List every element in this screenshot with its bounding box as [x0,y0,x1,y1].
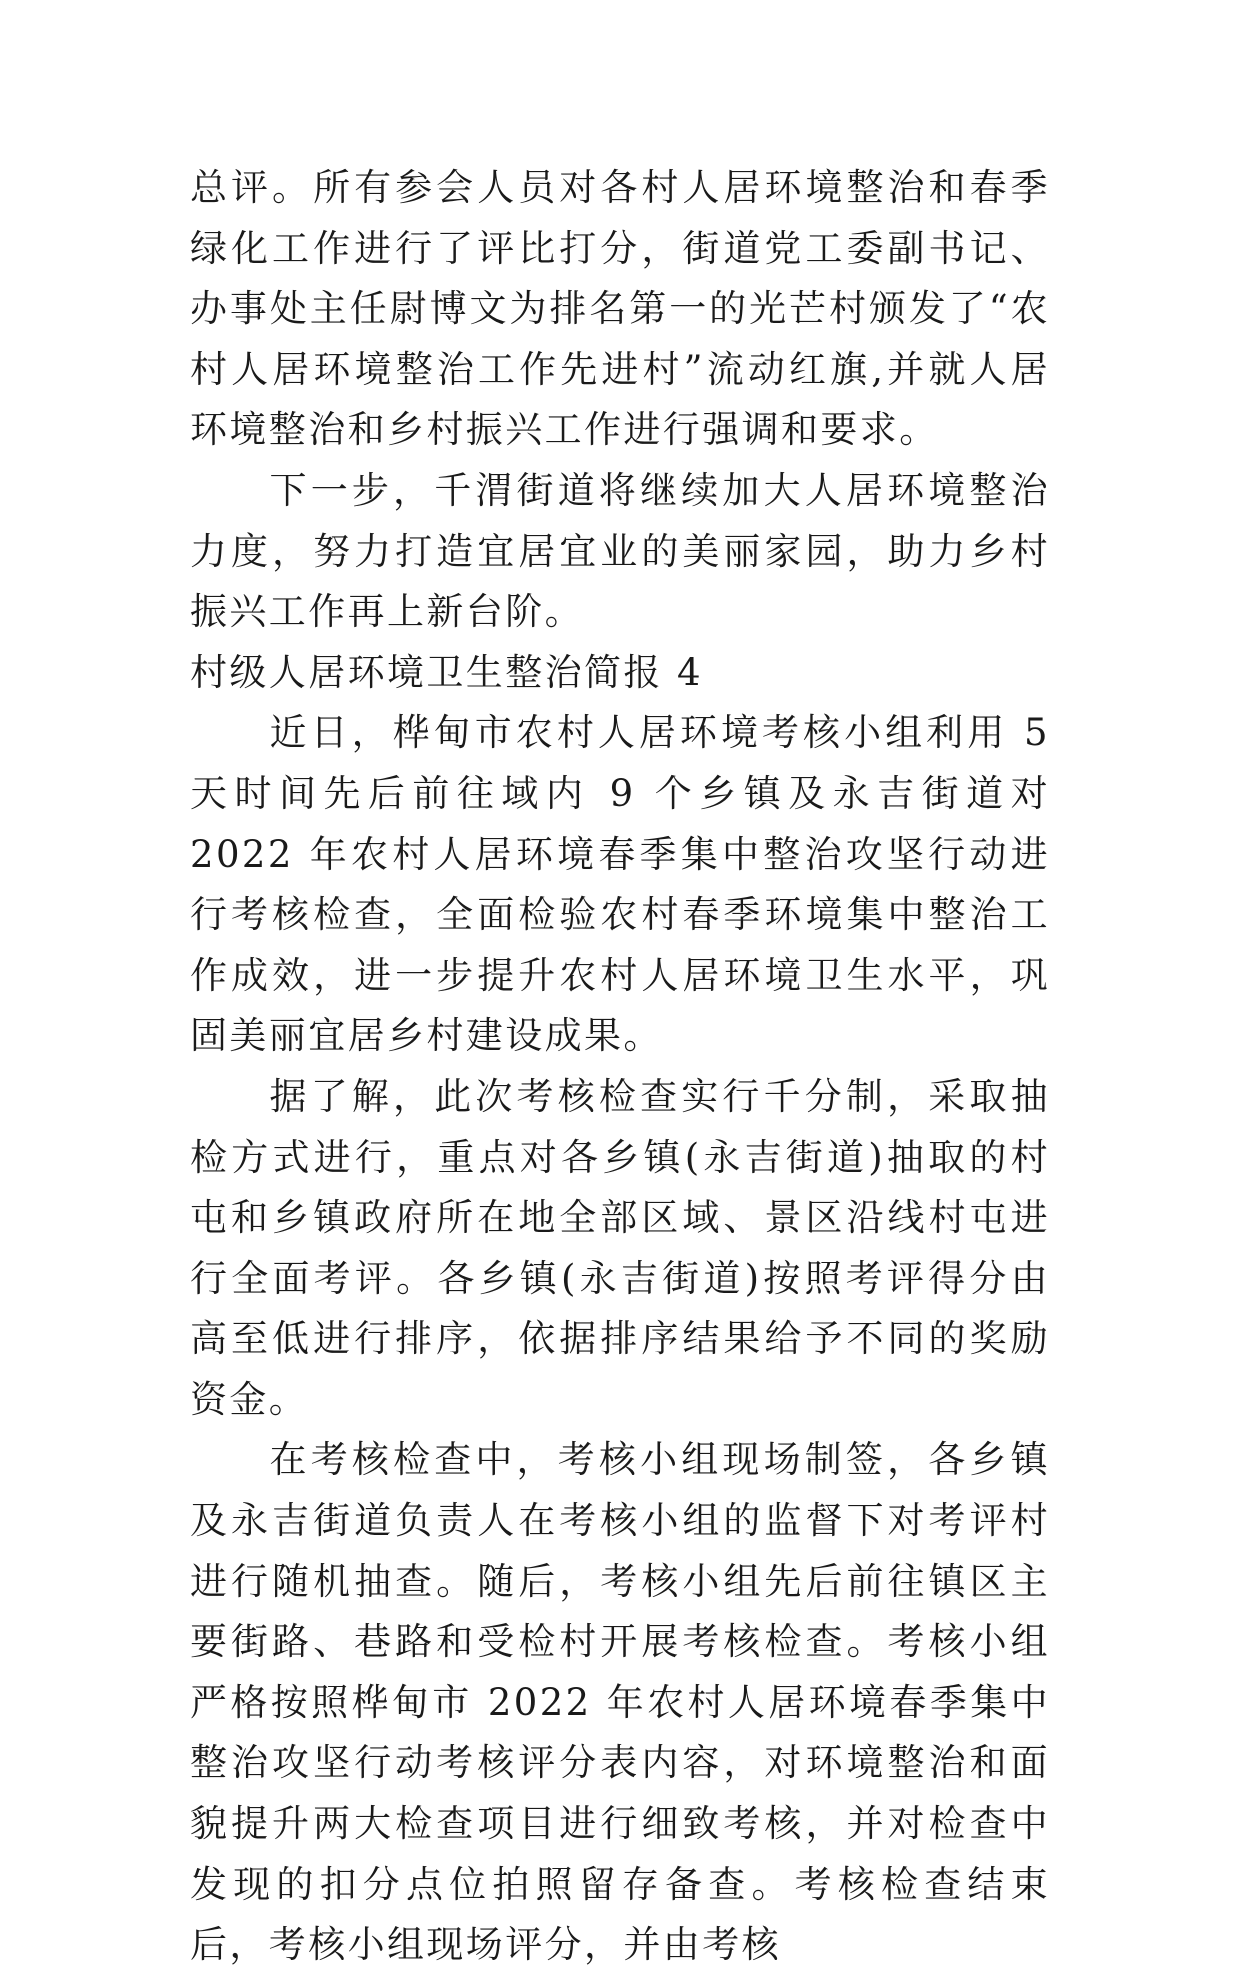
document-page [190,158,1050,1976]
section-heading: 村级人居环境卫生整治简报 4 [190,650,703,694]
paragraph-3: 近日，桦甸市农村人居环境考核小组利用 5 天时间先后前往域内 9 个乡镇及永吉街道对 2022 年农村人居环境春季集中整治攻坚行动进行考核检查，全面检验农村春季环境集中整治工作成效，进一步提升农村人居环境卫生水平，巩固美丽宜居乡村建设成果。 [190,711,1050,1058]
paragraph-4: 据了解，此次考核检查实行千分制，采取抽检方式进行，重点对各乡镇(永吉街道)抽取的村屯和乡镇政府所在地全部区域、景区沿线村屯进行全面考评。各乡镇(永吉街道)按照考评得分由高至低进行排序，依据排序结果给予不同的奖励资金。 [190,1074,1050,1421]
paragraph-2: 下一步，千渭街道将继续加大人居环境整治力度，努力打造宜居宜业的美丽家园，助力乡村振兴工作再上新台阶。 [190,468,1050,634]
paragraph-1: 总评。所有参会人员对各村人居环境整治和春季绿化工作进行了评比打分，街道党工委副书记、办事处主任尉博文为排名第一的光芒村颁发了“农村人居环境整治工作先进村”流动红旗,并就人居环境整治和乡村振兴工作进行强调和要求。 [190,166,1050,452]
paragraph-5: 在考核检查中，考核小组现场制签，各乡镇及永吉街道负责人在考核小组的监督下对考评村进行随机抽查。随后，考核小组先后前往镇区主要街路、巷路和受检村开展考核检查。考核小组严格按照桦甸市 2022 年农村人居环境春季集中整治攻坚行动考核评分表内容，对环境整治和面貌提升两大检查项目进行细致考核，并对检查中发现的扣分点位拍照留存备查。考核检查结束后，考核小组现场评分，并由考核 [190,1438,1050,1967]
